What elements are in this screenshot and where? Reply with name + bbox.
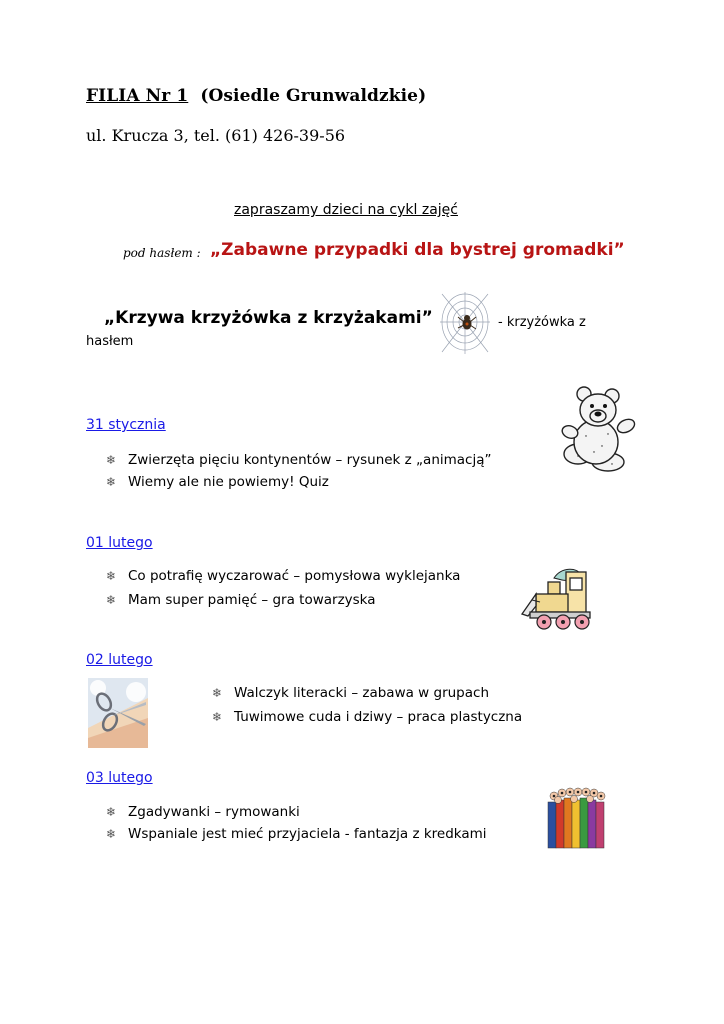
- teddy-bear-icon: [556, 386, 638, 476]
- crossword-suffix: - krzyżówka z: [498, 315, 586, 330]
- branch-name: FILIA Nr 1: [86, 86, 189, 106]
- branch-heading: [86, 86, 426, 106]
- list-item: ❄ Co potrafię wyczarować – pomysłowa wyklejanka: [106, 568, 461, 584]
- branch-address: ul. Krucza 3, tel. (61) 426-39-56: [86, 126, 346, 145]
- snowflake-bullet-icon: ❄: [212, 710, 223, 724]
- scissors-icon: [88, 678, 148, 748]
- list-item: ❄ Mam super pamięć – gra towarzyska: [106, 592, 376, 608]
- session-date: 01 lutego: [86, 535, 153, 551]
- list-item: ❄ Zwierzęta pięciu kontynentów – rysunek z „animacją”: [106, 452, 492, 468]
- session-date: 02 lutego: [86, 652, 153, 668]
- snowflake-bullet-icon: ❄: [106, 805, 117, 819]
- list-item: ❄ Wiemy ale nie powiemy! Quiz: [106, 474, 329, 490]
- list-item: ❄ Walczyk literacki – zabawa w grupach: [212, 685, 489, 701]
- snowflake-bullet-icon: ❄: [212, 686, 223, 700]
- motto-title: „Zabawne przypadki dla bystrej gromadki”: [210, 240, 625, 260]
- spider-web-icon: [440, 292, 490, 356]
- snowflake-bullet-icon: ❄: [106, 569, 117, 583]
- branch-district: (Osiedle Grunwaldzkie): [200, 86, 427, 106]
- session-date: 31 stycznia: [86, 417, 166, 433]
- session-date: 03 lutego: [86, 770, 153, 786]
- toy-train-icon: [518, 564, 596, 634]
- snowflake-bullet-icon: ❄: [106, 593, 117, 607]
- crayons-icon: [546, 788, 608, 850]
- list-item: ❄ Tuwimowe cuda i dziwy – praca plastyczna: [212, 709, 523, 725]
- list-item: ❄ Zgadywanki – rymowanki: [106, 804, 300, 820]
- crossword-continuation: hasłem: [86, 334, 134, 349]
- snowflake-bullet-icon: ❄: [106, 475, 117, 489]
- list-item: ❄ Wspaniale jest mieć przyjaciela - fantazja z kredkami: [106, 826, 487, 842]
- snowflake-bullet-icon: ❄: [106, 453, 117, 467]
- motto-label: pod hasłem :: [123, 246, 201, 260]
- crossword-title: „Krzywa krzyżówka z krzyżakami”: [104, 308, 433, 328]
- invite-text: zapraszamy dzieci na cykl zajęć: [234, 202, 458, 218]
- snowflake-bullet-icon: ❄: [106, 827, 117, 841]
